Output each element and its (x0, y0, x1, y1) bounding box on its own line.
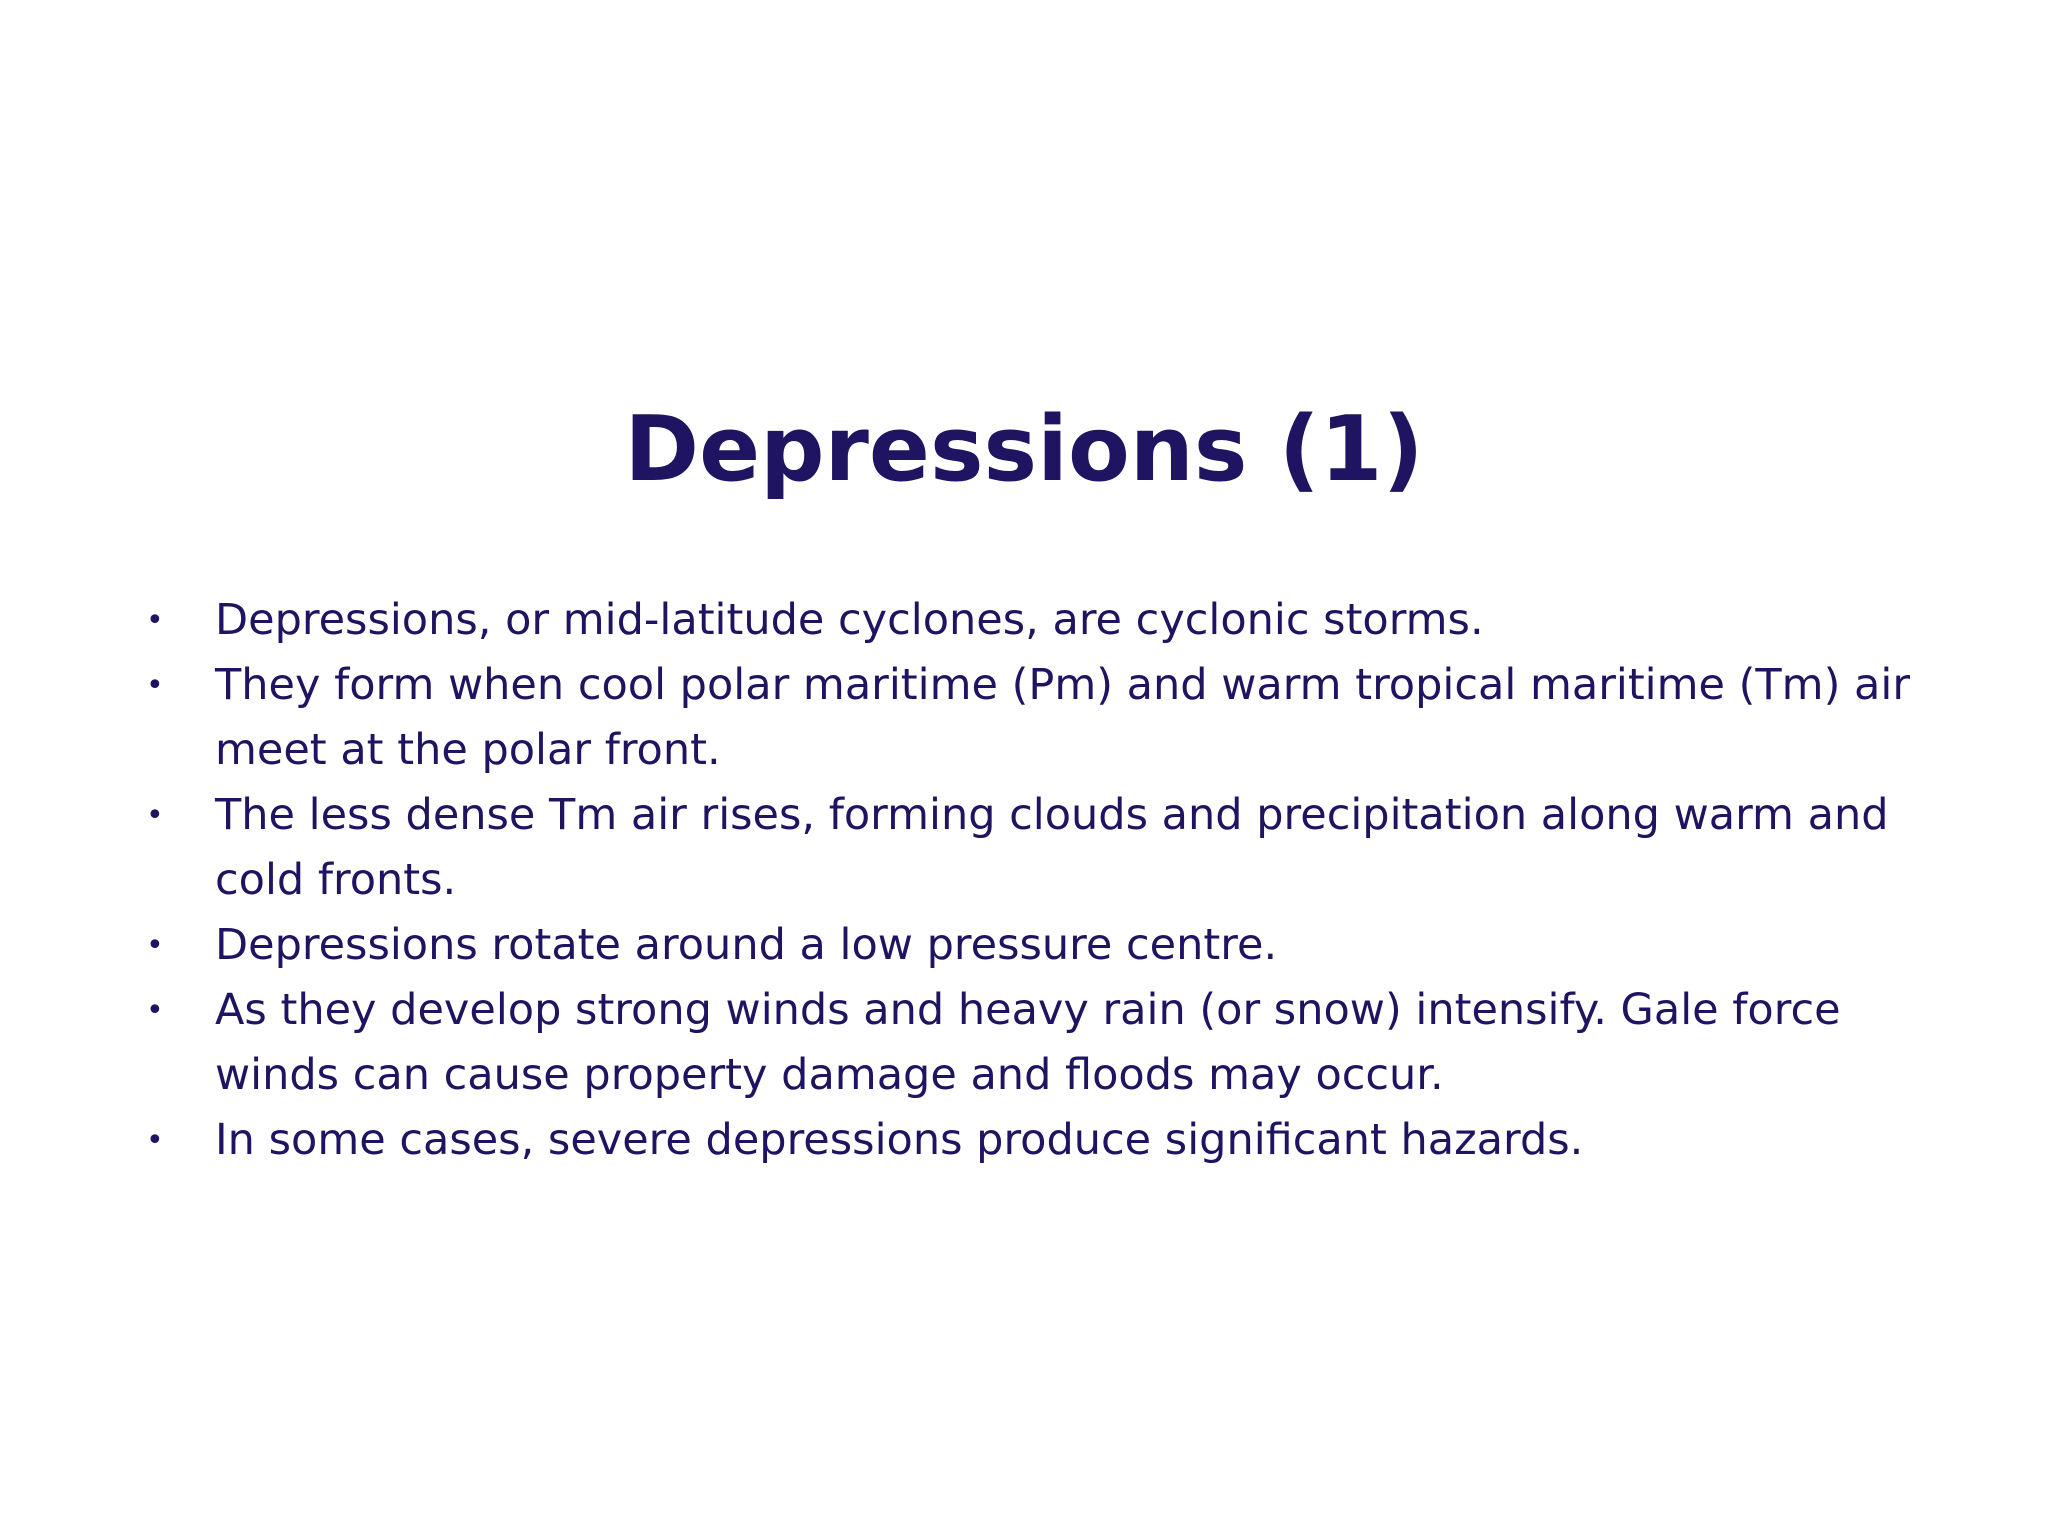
bullet-marker: • (146, 603, 164, 638)
bullet-marker: • (146, 668, 164, 703)
bullet-text: They form when cool polar maritime (Pm) and warm tropical maritime (Tm) air meet at the polar front. (215, 660, 1910, 775)
slide-title: Depressions (1) (624, 397, 1424, 502)
bullet-item (146, 653, 1926, 783)
bullet-text: The less dense Tm air rises, forming clouds and precipitation along warm and cold fronts. (215, 790, 1889, 905)
bullet-marker: • (146, 798, 164, 833)
bullet-item (146, 913, 1926, 978)
bullet-list (146, 588, 1926, 1173)
bullet-item (146, 783, 1926, 913)
bullet-text: As they develop strong winds and heavy rain (or snow) intensify. Gale force winds can cause property damage and floods may occur. (215, 985, 1841, 1100)
bullet-item (146, 1108, 1926, 1173)
bullet-item (146, 588, 1926, 653)
bullet-text: In some cases, severe depressions produce significant hazards. (215, 1115, 1584, 1165)
bullet-text: Depressions, or mid-latitude cyclones, are cyclonic storms. (215, 595, 1484, 645)
bullet-marker: • (146, 1123, 164, 1158)
bullet-item (146, 978, 1926, 1108)
bullet-marker: • (146, 928, 164, 963)
bullet-marker: • (146, 993, 164, 1028)
bullet-text: Depressions rotate around a low pressure centre. (215, 920, 1278, 970)
